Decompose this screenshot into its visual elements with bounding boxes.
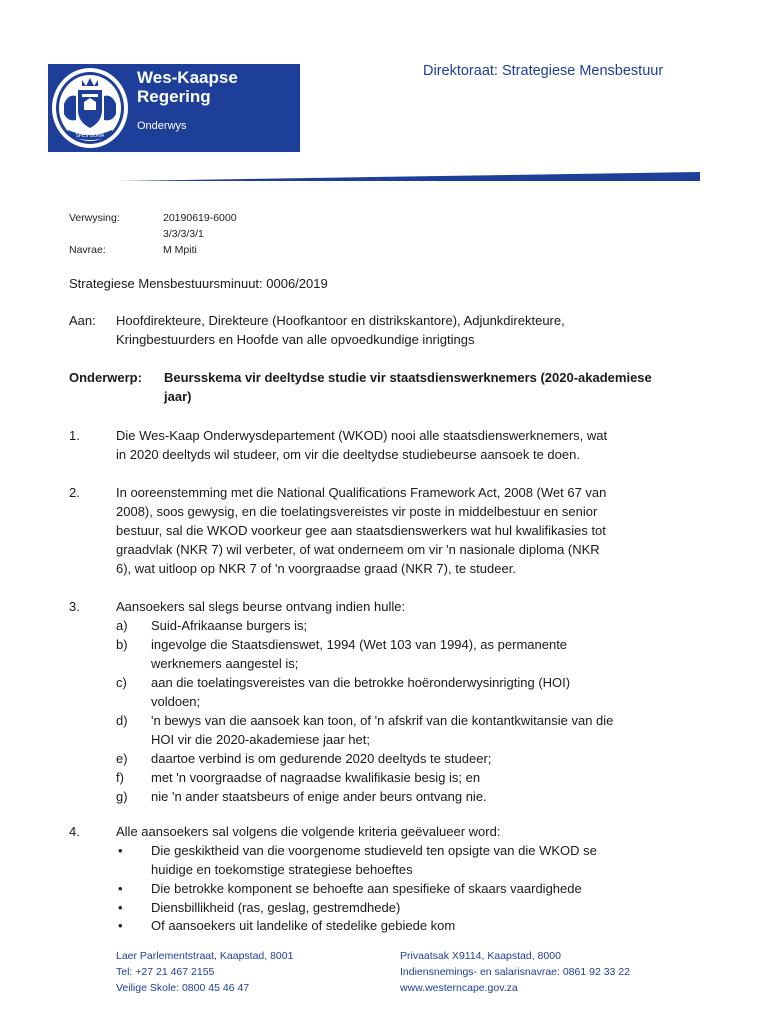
footer-postal: Privaatsak X9114, Kaapstad, 8000 [400,950,561,962]
paragraph-line: Die Wes-Kaap Onderwysdepartement (WKOD) nooi alle staatsdienswerknemers, wat [116,428,608,443]
footer-address: Laer Parlementstraat, Kaapstad, 8001 [116,950,294,962]
paragraph-number: 2. [69,485,80,500]
paragraph-line: 6), wat uitloop op NKR 7 of 'n voorgraadse graad (NKR 7), te studeer. [116,561,516,576]
paragraph-line: bestuur, sal die WKOD voorkeur gee aan staatsdienswerkers wat hul kwalifikasies tot [116,523,606,538]
bullet-icon: • [118,918,123,933]
enquiries-value: M Mpiti [163,244,197,256]
list-item-text: ingevolge die Staatsdienswet, 1994 (Wet 103 van 1994), as permanente [151,637,568,652]
list-item-label: d) [116,713,128,728]
list-item-text: werknemers aangestel is; [151,656,299,671]
bullet-text: Die geskiktheid van die voorgenome studieveld ten opsigte van die WKOD se [151,843,597,858]
subject-line1: Beursskema vir deeltydse studie vir staatsdienswerknemers (2020-akademiese [164,370,652,385]
bullet-text: Of aansoekers uit landelike of stedelike gebiede kom [151,918,456,933]
list-item-text: nie 'n ander staatsbeurs of enige ander beurs ontvang nie. [151,789,487,804]
list-item-label: f) [116,770,124,785]
list-item-label: e) [116,751,128,766]
bullet-icon: • [118,900,123,915]
paragraph-line: In ooreenstemming met die National Qualifications Framework Act, 2008 (Wet 67 van [116,485,607,500]
paragraph-intro: Aansoekers sal slegs beurse ontvang indien hulle: [116,599,406,614]
reference-label: Verwysing: [69,212,120,224]
addressee-line2: Kringbestuurders en Hoofde van alle opvoedkundige inrigtings [116,332,475,347]
header-divider [118,170,700,184]
paragraph-number: 4. [69,824,80,839]
bullet-text: Die betrokke komponent se behoefte aan spesifieke of skaars vaardighede [151,881,582,896]
list-item-text: met 'n voorgraadse of nagraadse kwalifikasie besig is; en [151,770,481,785]
reference-value: 20190619-6000 [163,212,237,224]
footer-phone: Tel: +27 21 467 2155 [116,966,215,978]
logo-title-line2: Regering [137,87,211,106]
directorate-title: Direktoraat: Strategiese Mensbestuur [423,63,664,79]
coat-of-arms-icon [50,64,130,152]
minute-title: Strategiese Mensbestuursminuut: 0006/2019 [69,276,328,291]
paragraph-intro: Alle aansoekers sal volgens die volgende kriteria geëvalueer word: [116,824,501,839]
crest-motto: SPES BONA [75,133,105,139]
list-item-label: c) [116,675,127,690]
list-item-label: a) [116,618,128,633]
subject-label: Onderwerp: [69,370,142,385]
footer-enquiries: Indiensnemings- en salarisnavrae: 0861 92 33 22 [400,966,630,978]
list-item-text: aan die toelatingsvereistes van die betrokke hoëronderwysinrigting (HOI) [151,675,571,690]
bullet-text: huidige en toekomstige strategiese behoeftes [151,862,413,877]
bullet-text: Diensbillikheid (ras, geslag, gestremdhede) [151,900,401,915]
reference-file-number: 3/3/3/3/1 [163,228,204,240]
list-item-label: b) [116,637,128,652]
paragraph-line: 2008), soos gewysig, en die toelatingsvereistes vir poste in middelbestuur en senior [116,504,598,519]
paragraph-line: in 2020 deeltyds wil studeer, om vir die deeltydse studiebeurse aansoek te doen. [116,447,580,462]
subject-line2: jaar) [164,389,192,404]
logo-subtitle: Onderwys [137,120,187,132]
footer-website-link[interactable]: www.westerncape.gov.za [400,982,518,994]
addressee-line1: Hoofdirekteure, Direkteure (Hoofkantoor en distrikskantore), Adjunkdirekteure, [116,313,565,328]
bullet-icon: • [118,843,123,858]
list-item-text: 'n bewys van die aansoek kan toon, of 'n afskrif van die kontantkwitansie van die [151,713,614,728]
list-item-label: g) [116,789,128,804]
addressee-label: Aan: [69,313,96,328]
list-item-text: Suid-Afrikaanse burgers is; [151,618,308,633]
footer-safe-schools: Veilige Skole: 0800 45 46 47 [116,982,250,994]
paragraph-line: graadvlak (NKR 7) wil verbeter, of wat onderneem om vir 'n nasionale diploma (NKR [116,542,600,557]
bullet-icon: • [118,881,123,896]
list-item-text: voldoen; [151,694,201,709]
enquiries-label: Navrae: [69,244,106,256]
list-item-text: daartoe verbind is om gedurende 2020 deeltyds te studeer; [151,751,492,766]
paragraph-number: 1. [69,428,80,443]
list-item-text: HOI vir die 2020-akademiese jaar het; [151,732,370,747]
paragraph-number: 3. [69,599,80,614]
logo-title-line1: Wes-Kaapse [137,68,238,87]
